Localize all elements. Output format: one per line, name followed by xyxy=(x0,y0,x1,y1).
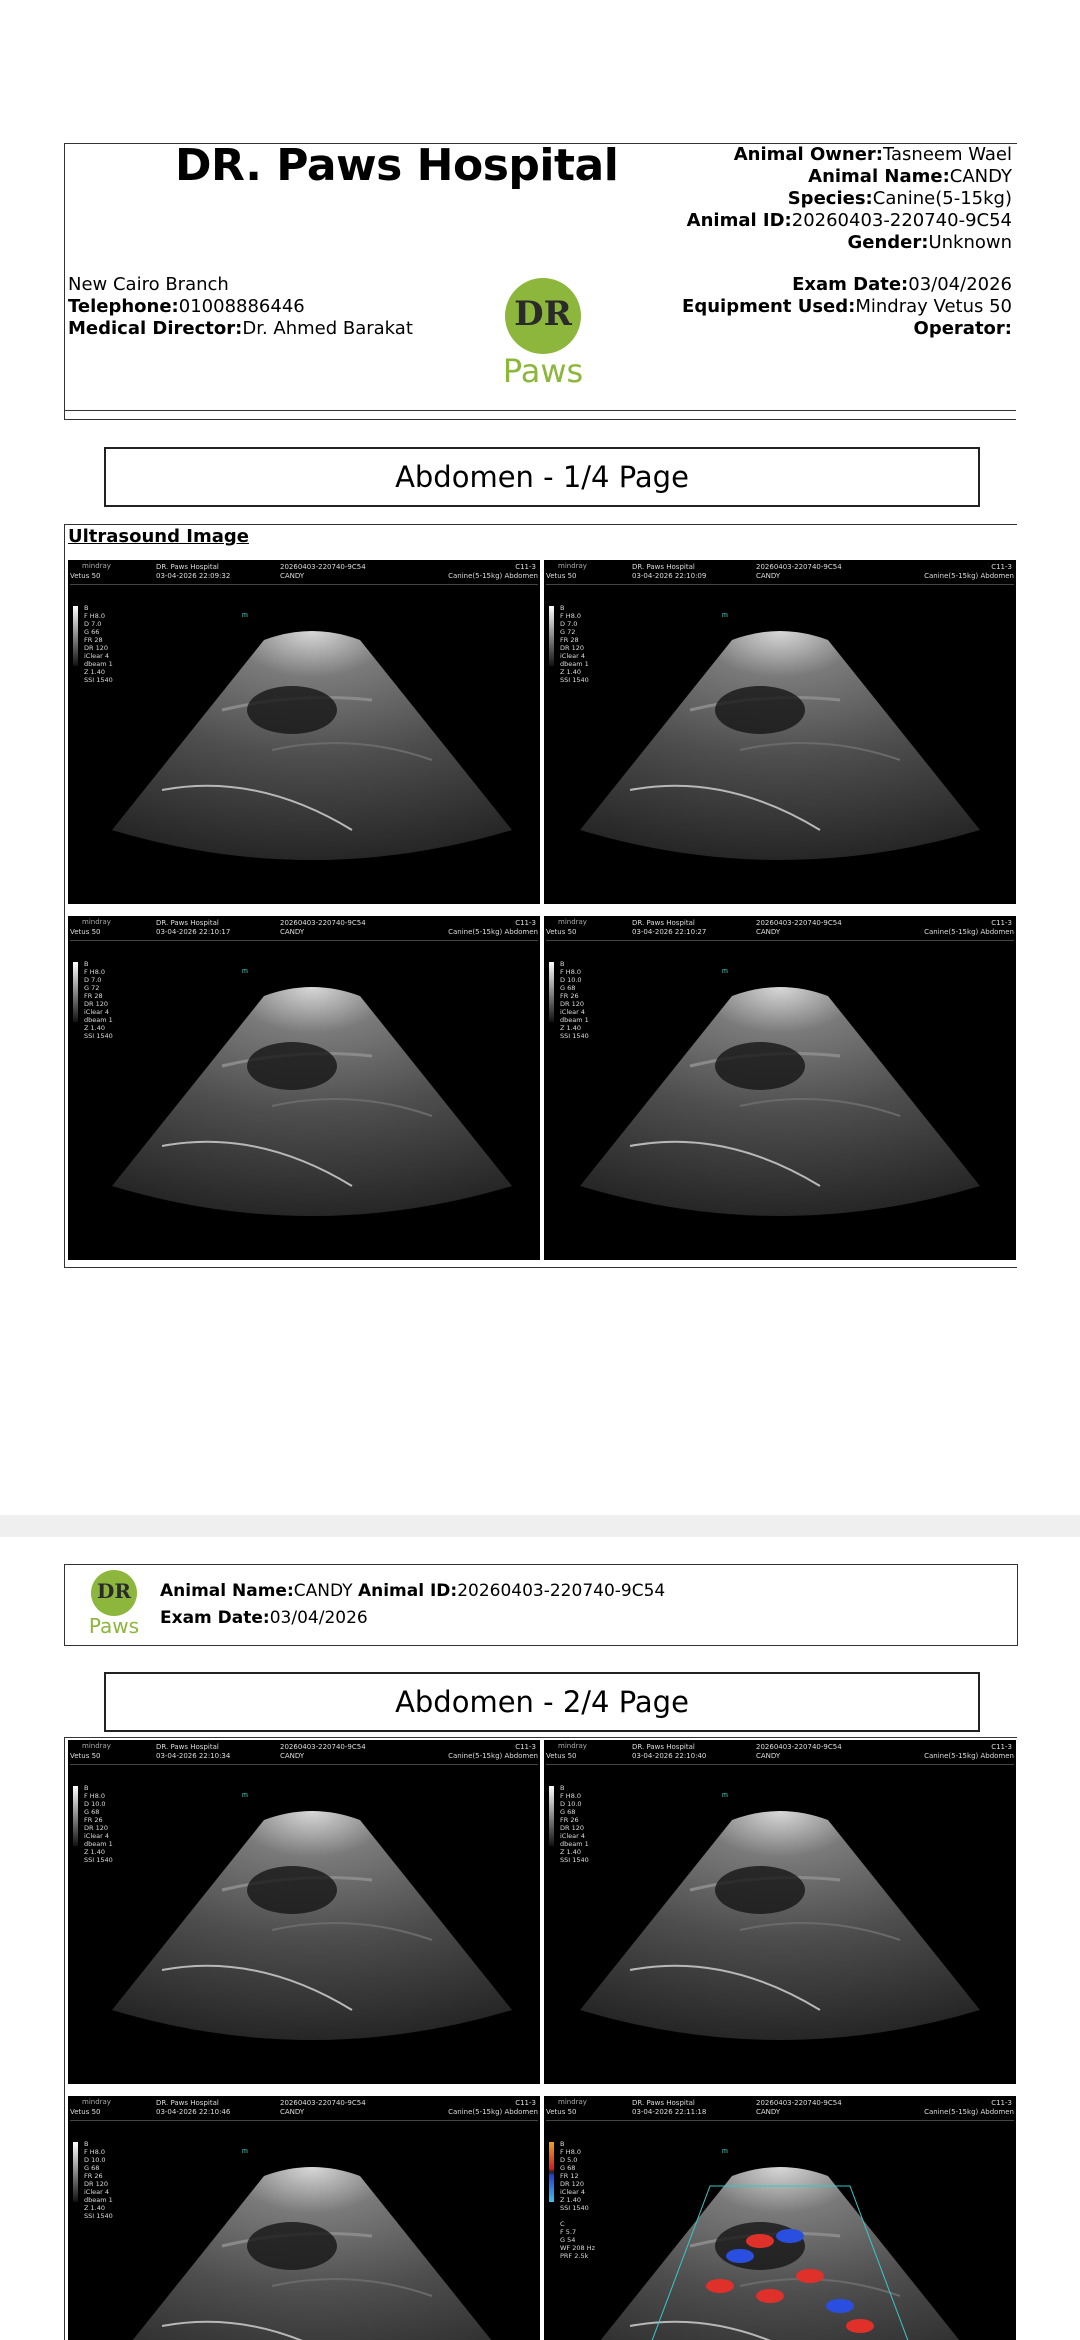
species-value: Canine(5-15kg) xyxy=(872,188,1012,209)
ultrasound-image xyxy=(68,1740,540,2084)
section-title-box xyxy=(104,1672,980,1732)
animal-id-value: 20260403-220740-9C54 xyxy=(457,1581,666,1601)
image-parameters: B F H8.0 D 7.0 G 66 FR 28 DR 120 iClear 4 dbeam 1 Z 1.40 SSI 1540 xyxy=(84,604,113,684)
telephone-row: Telephone:01008886446 xyxy=(68,296,305,317)
image-parameters: B F H8.0 D 7.0 G 72 FR 28 DR 120 iClear 4 dbeam 1 Z 1.40 SSI 1540 xyxy=(84,960,113,1040)
branch: New Cairo Branch xyxy=(68,274,229,295)
doppler-flow-signal xyxy=(796,2269,824,2283)
hypoechoic-region xyxy=(247,1866,337,1914)
director-value: Dr. Ahmed Barakat xyxy=(242,318,413,339)
m-marker: m xyxy=(242,612,248,619)
image-probe: C11-3 xyxy=(991,2099,1012,2107)
image-device: Vetus 50 xyxy=(70,2108,101,2116)
doppler-flow-signal xyxy=(706,2279,734,2293)
mindray-logo-icon: mindray xyxy=(82,562,111,570)
image-probe: C11-3 xyxy=(515,563,536,571)
animal-id-row: Animal ID:20260403-220740-9C54 xyxy=(686,210,1012,231)
doppler-flow-signal xyxy=(756,2289,784,2303)
exam-date-row: Exam Date:03/04/2026 xyxy=(792,274,1012,295)
image-id: 20260403-220740-9C54 xyxy=(756,1743,842,1751)
image-datetime: 03-04-2026 22:10:09 xyxy=(632,572,707,580)
image-hospital: DR. Paws Hospital xyxy=(156,919,219,927)
sonogram-fan xyxy=(68,1740,540,2084)
image-id: 20260403-220740-9C54 xyxy=(280,2099,366,2107)
sonogram-field xyxy=(112,987,512,1216)
grayscale-bar xyxy=(73,1786,78,1846)
doppler-flow-signal xyxy=(776,2229,804,2243)
doppler-flow-signal xyxy=(826,2299,854,2313)
exam-date-value: 03/04/2026 xyxy=(269,1608,368,1628)
image-probe: C11-3 xyxy=(515,1743,536,1751)
image-datetime: 03-04-2026 22:10:17 xyxy=(156,928,231,936)
image-preset: Canine(5-15kg) Abdomen xyxy=(448,572,538,580)
image-animal-name: CANDY xyxy=(756,2108,781,2116)
m-marker: m xyxy=(242,2148,248,2155)
image-probe: C11-3 xyxy=(515,919,536,927)
m-marker: m xyxy=(242,1792,248,1799)
image-preset: Canine(5-15kg) Abdomen xyxy=(448,928,538,936)
page-separator xyxy=(0,1515,1080,1537)
image-datetime: 03-04-2026 22:10:46 xyxy=(156,2108,231,2116)
equipment-value: Mindray Vetus 50 xyxy=(855,296,1012,317)
gender-row: Gender:Unknown xyxy=(847,232,1012,253)
ultrasound-image xyxy=(544,1740,1016,2084)
animal-name-value: CANDY xyxy=(949,166,1012,187)
image-preset: Canine(5-15kg) Abdomen xyxy=(924,1752,1014,1760)
image-preset: Canine(5-15kg) Abdomen xyxy=(448,2108,538,2116)
image-animal-name: CANDY xyxy=(280,572,305,580)
image-hospital: DR. Paws Hospital xyxy=(632,563,695,571)
image-device: Vetus 50 xyxy=(70,572,101,580)
image-device: Vetus 50 xyxy=(546,1752,577,1760)
gender-value: Unknown xyxy=(928,232,1012,253)
image-parameters: B F H8.0 D 10.0 G 68 FR 26 DR 120 iClear 4 dbeam 1 Z 1.40 SSI 1540 xyxy=(560,960,589,1040)
mindray-logo-icon: mindray xyxy=(558,2098,587,2106)
image-preset: Canine(5-15kg) Abdomen xyxy=(924,2108,1014,2116)
operator-row: Operator: xyxy=(913,318,1012,339)
sonogram-fan xyxy=(68,916,540,1260)
sonogram-fan xyxy=(544,2096,1016,2340)
mindray-logo-icon: mindray xyxy=(558,918,587,926)
paw-logo-icon: DR Paws xyxy=(88,1570,140,1640)
exam-date-value: 03/04/2026 xyxy=(908,274,1012,295)
image-animal-name: CANDY xyxy=(756,1752,781,1760)
mindray-logo-icon: mindray xyxy=(82,918,111,926)
grayscale-bar xyxy=(73,2142,78,2202)
animal-name-row: Animal Name:CANDY xyxy=(808,166,1012,187)
doppler-flow-signal xyxy=(846,2319,874,2333)
image-device: Vetus 50 xyxy=(70,1752,101,1760)
mindray-logo-icon: mindray xyxy=(558,1742,587,1750)
ultrasound-image xyxy=(68,916,540,1260)
image-device: Vetus 50 xyxy=(546,928,577,936)
header-bottom-rule-2 xyxy=(64,419,1016,420)
image-id: 20260403-220740-9C54 xyxy=(756,919,842,927)
grayscale-bar xyxy=(549,606,554,666)
sonogram-fan xyxy=(544,560,1016,904)
owner-row: Animal Owner:Tasneem Wael xyxy=(733,144,1012,165)
header-bottom-rule xyxy=(64,410,1016,411)
sonogram-fan xyxy=(544,1740,1016,2084)
image-hospital: DR. Paws Hospital xyxy=(632,2099,695,2107)
ultrasound-image-label: Ultrasound Image xyxy=(68,526,249,547)
image-animal-name: CANDY xyxy=(280,1752,305,1760)
mindray-logo-icon: mindray xyxy=(558,562,587,570)
hypoechoic-region xyxy=(247,2222,337,2270)
sonogram-field xyxy=(580,987,980,1216)
image-device: Vetus 50 xyxy=(546,572,577,580)
grayscale-bar xyxy=(549,962,554,1022)
sonogram-field xyxy=(112,1811,512,2040)
image-id: 20260403-220740-9C54 xyxy=(756,563,842,571)
image-preset: Canine(5-15kg) Abdomen xyxy=(924,572,1014,580)
ultrasound-image xyxy=(544,916,1016,1260)
sonogram-fan xyxy=(544,916,1016,1260)
image-animal-name: CANDY xyxy=(756,928,781,936)
image-probe: C11-3 xyxy=(515,2099,536,2107)
patient-summary: Animal Name:CANDY Animal ID:20260403-220740-9C54 Exam Date:03/04/2026 xyxy=(160,1581,666,1628)
m-marker: m xyxy=(722,1792,728,1799)
ultrasound-image xyxy=(68,560,540,904)
species-row: Species:Canine(5-15kg) xyxy=(787,188,1012,209)
image-parameters: B F H8.0 D 5.0 G 68 FR 12 DR 120 iClear 4 Z 1.40 SSI 1540 C F 5.7 G 54 WF 208 Hz PRF 2.5k xyxy=(560,2140,596,2260)
hospital-info-block xyxy=(68,274,413,340)
grayscale-bar xyxy=(73,606,78,666)
hypoechoic-region xyxy=(247,686,337,734)
m-marker: m xyxy=(722,612,728,619)
sonogram-fan xyxy=(68,560,540,904)
m-marker: m xyxy=(242,968,248,975)
equipment-row: Equipment Used:Mindray Vetus 50 xyxy=(682,296,1012,317)
grayscale-bar xyxy=(549,2142,554,2202)
image-probe: C11-3 xyxy=(991,919,1012,927)
ultrasound-image xyxy=(68,2096,540,2340)
director-row: Medical Director:Dr. Ahmed Barakat xyxy=(68,318,413,339)
image-preset: Canine(5-15kg) Abdomen xyxy=(448,1752,538,1760)
animal-name-value: CANDY xyxy=(293,1581,353,1601)
grayscale-bar xyxy=(73,962,78,1022)
image-hospital: DR. Paws Hospital xyxy=(632,1743,695,1751)
image-parameters: B F H8.0 D 10.0 G 68 FR 26 DR 120 iClear 4 dbeam 1 Z 1.40 SSI 1540 xyxy=(84,1784,113,1864)
image-device: Vetus 50 xyxy=(546,2108,577,2116)
image-datetime: 03-04-2026 22:10:40 xyxy=(632,1752,707,1760)
report-page-2 xyxy=(0,1537,1080,2340)
image-parameters: B F H8.0 D 7.0 G 72 FR 28 DR 120 iClear 4 dbeam 1 Z 1.40 SSI 1540 xyxy=(560,604,589,684)
image-datetime: 03-04-2026 22:10:27 xyxy=(632,928,707,936)
hypoechoic-region xyxy=(715,1866,805,1914)
image-probe: C11-3 xyxy=(991,1743,1012,1751)
sonogram-fan xyxy=(68,2096,540,2340)
sonogram-field xyxy=(580,631,980,860)
animal-id-value: 20260403-220740-9C54 xyxy=(791,210,1012,231)
section-title: Abdomen - 1/4 Page xyxy=(395,460,689,494)
hospital-title: DR. Paws Hospital xyxy=(175,140,619,191)
sonogram-field xyxy=(112,631,512,860)
patient-info-block xyxy=(687,144,1012,254)
telephone-value: 01008886446 xyxy=(178,296,305,317)
mindray-logo-icon: mindray xyxy=(82,1742,111,1750)
m-marker: m xyxy=(722,2148,728,2155)
image-animal-name: CANDY xyxy=(280,2108,305,2116)
grayscale-bar xyxy=(549,1786,554,1846)
ultrasound-image xyxy=(544,560,1016,904)
image-id: 20260403-220740-9C54 xyxy=(756,2099,842,2107)
image-datetime: 03-04-2026 22:11:18 xyxy=(632,2108,707,2116)
exam-info-block xyxy=(682,274,1012,340)
ultrasound-image xyxy=(544,2096,1016,2340)
image-hospital: DR. Paws Hospital xyxy=(156,2099,219,2107)
image-datetime: 03-04-2026 22:09:32 xyxy=(156,572,231,580)
image-parameters: B F H8.0 D 10.0 G 68 FR 26 DR 120 iClear 4 dbeam 1 Z 1.40 SSI 1540 xyxy=(84,2140,113,2220)
hypoechoic-region xyxy=(247,1042,337,1090)
section-title-box xyxy=(104,447,980,507)
image-hospital: DR. Paws Hospital xyxy=(156,563,219,571)
hypoechoic-region xyxy=(715,1042,805,1090)
doppler-flow-signal xyxy=(746,2234,774,2248)
image-animal-name: CANDY xyxy=(280,928,305,936)
doppler-flow-signal xyxy=(726,2249,754,2263)
sonogram-field xyxy=(580,1811,980,2040)
image-parameters: B F H8.0 D 10.0 G 68 FR 26 DR 120 iClear 4 dbeam 1 Z 1.40 SSI 1540 xyxy=(560,1784,589,1864)
section-title: Abdomen - 2/4 Page xyxy=(395,1685,689,1719)
hypoechoic-region xyxy=(715,686,805,734)
image-hospital: DR. Paws Hospital xyxy=(632,919,695,927)
image-animal-name: CANDY xyxy=(756,572,781,580)
image-device: Vetus 50 xyxy=(70,928,101,936)
image-datetime: 03-04-2026 22:10:34 xyxy=(156,1752,231,1760)
m-marker: m xyxy=(722,968,728,975)
image-probe: C11-3 xyxy=(991,563,1012,571)
image-id: 20260403-220740-9C54 xyxy=(280,563,366,571)
paw-logo-icon: DR Paws xyxy=(501,278,585,388)
owner-value: Tasneem Wael xyxy=(883,144,1012,165)
image-preset: Canine(5-15kg) Abdomen xyxy=(924,928,1014,936)
mindray-logo-icon: mindray xyxy=(82,2098,111,2106)
image-id: 20260403-220740-9C54 xyxy=(280,1743,366,1751)
image-hospital: DR. Paws Hospital xyxy=(156,1743,219,1751)
image-id: 20260403-220740-9C54 xyxy=(280,919,366,927)
